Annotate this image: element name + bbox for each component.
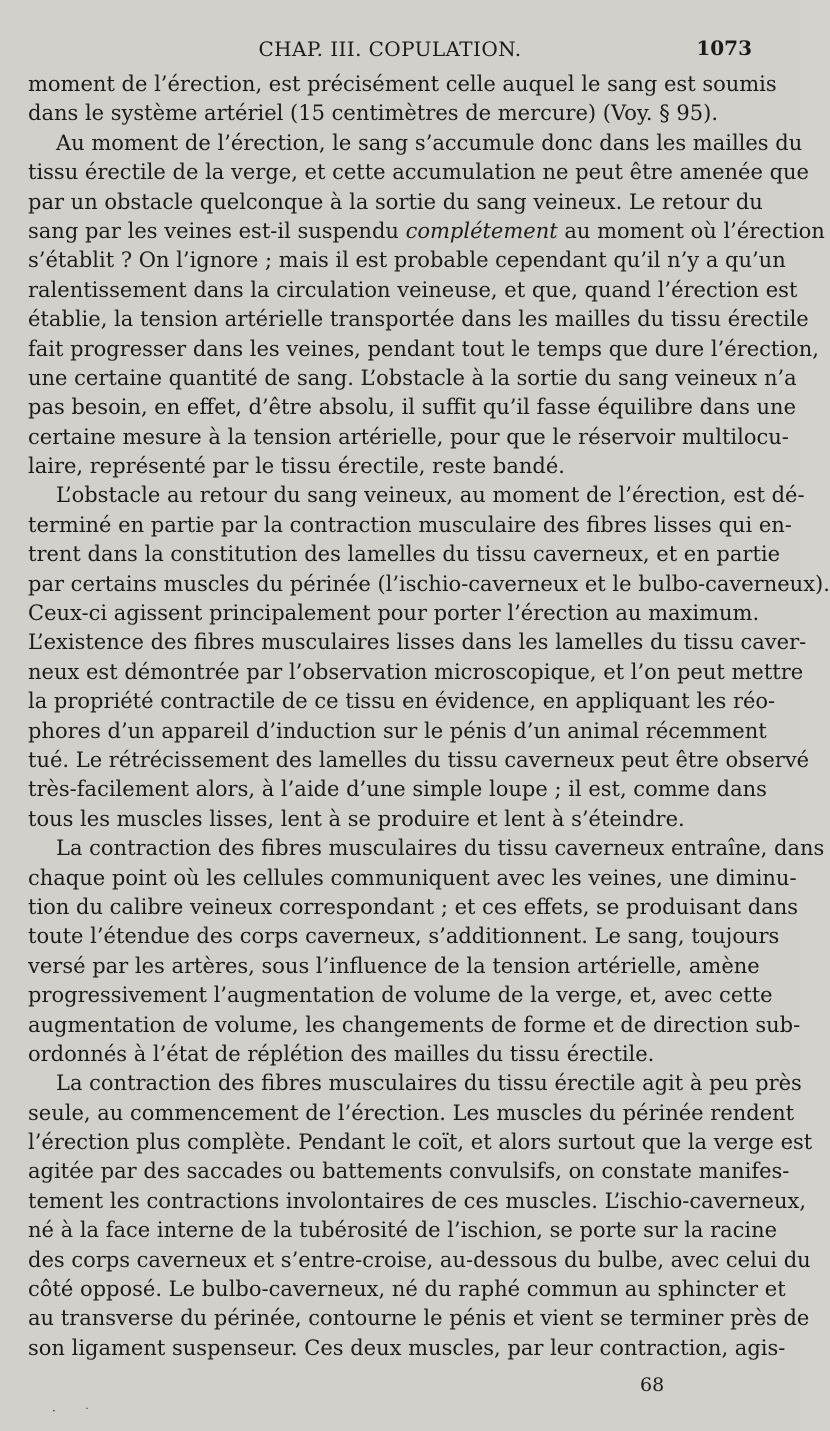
running-title: CHAP. III. COPULATION. [258,37,522,61]
text-line: très-facilement alors, à l’aide d’une simple loupe ; il est, comme dans [28,777,767,802]
text-line: tion du calibre veineux correspondant ; et ces effets, se produisant dans [28,894,799,919]
text-line: par un obstacle quelconque à la sortie du sang veineux. Le retour du [28,189,763,214]
text-line: La contraction des fibres musculaires du tissu caverneux entraîne, dans [56,836,825,861]
text-line: augmentation de volume, les changements de forme et de direction sub- [28,1012,801,1037]
text-line: fait progresser dans les veines, pendant tout le temps que dure l’érection, [28,336,819,361]
text-line: ordonnés à l’état de réplétion des mailles du tissu érectile. [28,1041,655,1066]
text-line: par certains muscles du périnée (l’ischio-caverneux et le bulbo-caverneux). [28,571,830,596]
text-line: pas besoin, en effet, d’être absolu, il suffit qu’il fasse équilibre dans une [28,395,796,420]
print-speck: ˙ [84,1406,90,1420]
text-line: agitée par des saccades ou battements convulsifs, on constate manifes- [28,1159,790,1184]
text-line: côté opposé. Le bulbo-caverneux, né du raphé commun au sphincter et [28,1277,786,1302]
text-line: sang par les veines est-il suspendu complétement au moment où l’érection [28,218,825,243]
text-line: versé par les artères, sous l’influence de la tension artérielle, amène [28,953,760,978]
body-text [28,70,830,1363]
text-line: progressivement l’augmentation de volume de la verge, et, avec cette [28,983,773,1008]
text-line: Ceux-ci agissent principalement pour porter l’érection au maximum. [28,601,760,626]
text-line: seule, au commencement de l’érection. Les muscles du périnée rendent [28,1100,795,1125]
text-line: trent dans la constitution des lamelles du tissu caverneux, et en partie [28,542,781,567]
print-speck: · [52,1404,56,1418]
text-line: une certaine quantité de sang. L’obstacle à la sortie du sang veineux n’a [28,365,797,390]
text-line: tué. Le rétrécissement des lamelles du tissu caverneux peut être observé [28,747,810,772]
text-line: tous les muscles lisses, lent à se produire et lent à s’éteindre. [28,806,685,831]
paragraph [28,1069,813,1363]
text-line: l’érection plus complète. Pendant le coït, et alors surtout que la verge est [28,1130,813,1155]
text-line: phores d’un appareil d’induction sur le pénis d’un animal récemment [28,718,767,743]
text-line: s’établit ? On l’ignore ; mais il est probable cependant qu’il n’y a qu’un [28,248,786,273]
text-line: Au moment de l’érection, le sang s’accumule donc dans les mailles du [56,130,803,155]
text-line: moment de l’érection, est précisément celle auquel le sang est soumis [28,72,777,96]
text-line: des corps caverneux et s’entre-croise, au-dessous du bulbe, avec celui du [28,1247,811,1272]
page-header [28,34,752,64]
paragraph [28,129,825,482]
paragraph [28,834,825,1069]
text-line: ralentissement dans la circulation veineuse, et que, quand l’érection est [28,277,798,302]
paragraph [28,481,830,834]
page-number: 1073 [696,36,752,60]
text-line: laire, représenté par le tissu érectile, reste bandé. [28,454,565,479]
text-line: terminé en partie par la contraction musculaire des fibres lisses qui en- [28,512,792,537]
text-line: chaque point où les cellules communiquent avec les veines, une diminu- [28,865,797,890]
text-line: L’obstacle au retour du sang veineux, au moment de l’érection, est dé- [56,483,805,508]
text-line: la propriété contractile de ce tissu en évidence, en appliquant les réo- [28,689,776,714]
text-line: L’existence des fibres musculaires lisses dans les lamelles du tissu caver- [28,630,807,655]
text-line: dans le système artériel (15 centimètres de mercure) (Voy. § 95). [28,101,719,126]
text-line: né à la face interne de la tubérosité de l’ischion, se porte sur la racine [28,1218,778,1243]
text-line: La contraction des fibres musculaires du tissu érectile agit à peu près [56,1071,802,1096]
text-line: toute l’étendue des corps caverneux, s’additionnent. Le sang, toujours [28,924,780,949]
text-line: neux est démontrée par l’observation microscopique, et l’on peut mettre [28,659,804,684]
text-line: tissu érectile de la verge, et cette accumulation ne peut être amenée que [28,160,809,185]
text-line: au transverse du périnée, contourne le pénis et vient se terminer près de [28,1306,810,1331]
text-line: établie, la tension artérielle transportée dans les mailles du tissu érectile [28,307,809,332]
paragraph [28,70,777,129]
text-line: son ligament suspenseur. Ces deux muscles, par leur contraction, agis- [28,1335,786,1360]
signature-mark: 68 [640,1374,665,1396]
text-line: certaine mesure à la tension artérielle, pour que le réservoir multilocu- [28,424,789,449]
text-line: tement les contractions involontaires de ces muscles. L’ischio-caverneux, [28,1188,806,1213]
